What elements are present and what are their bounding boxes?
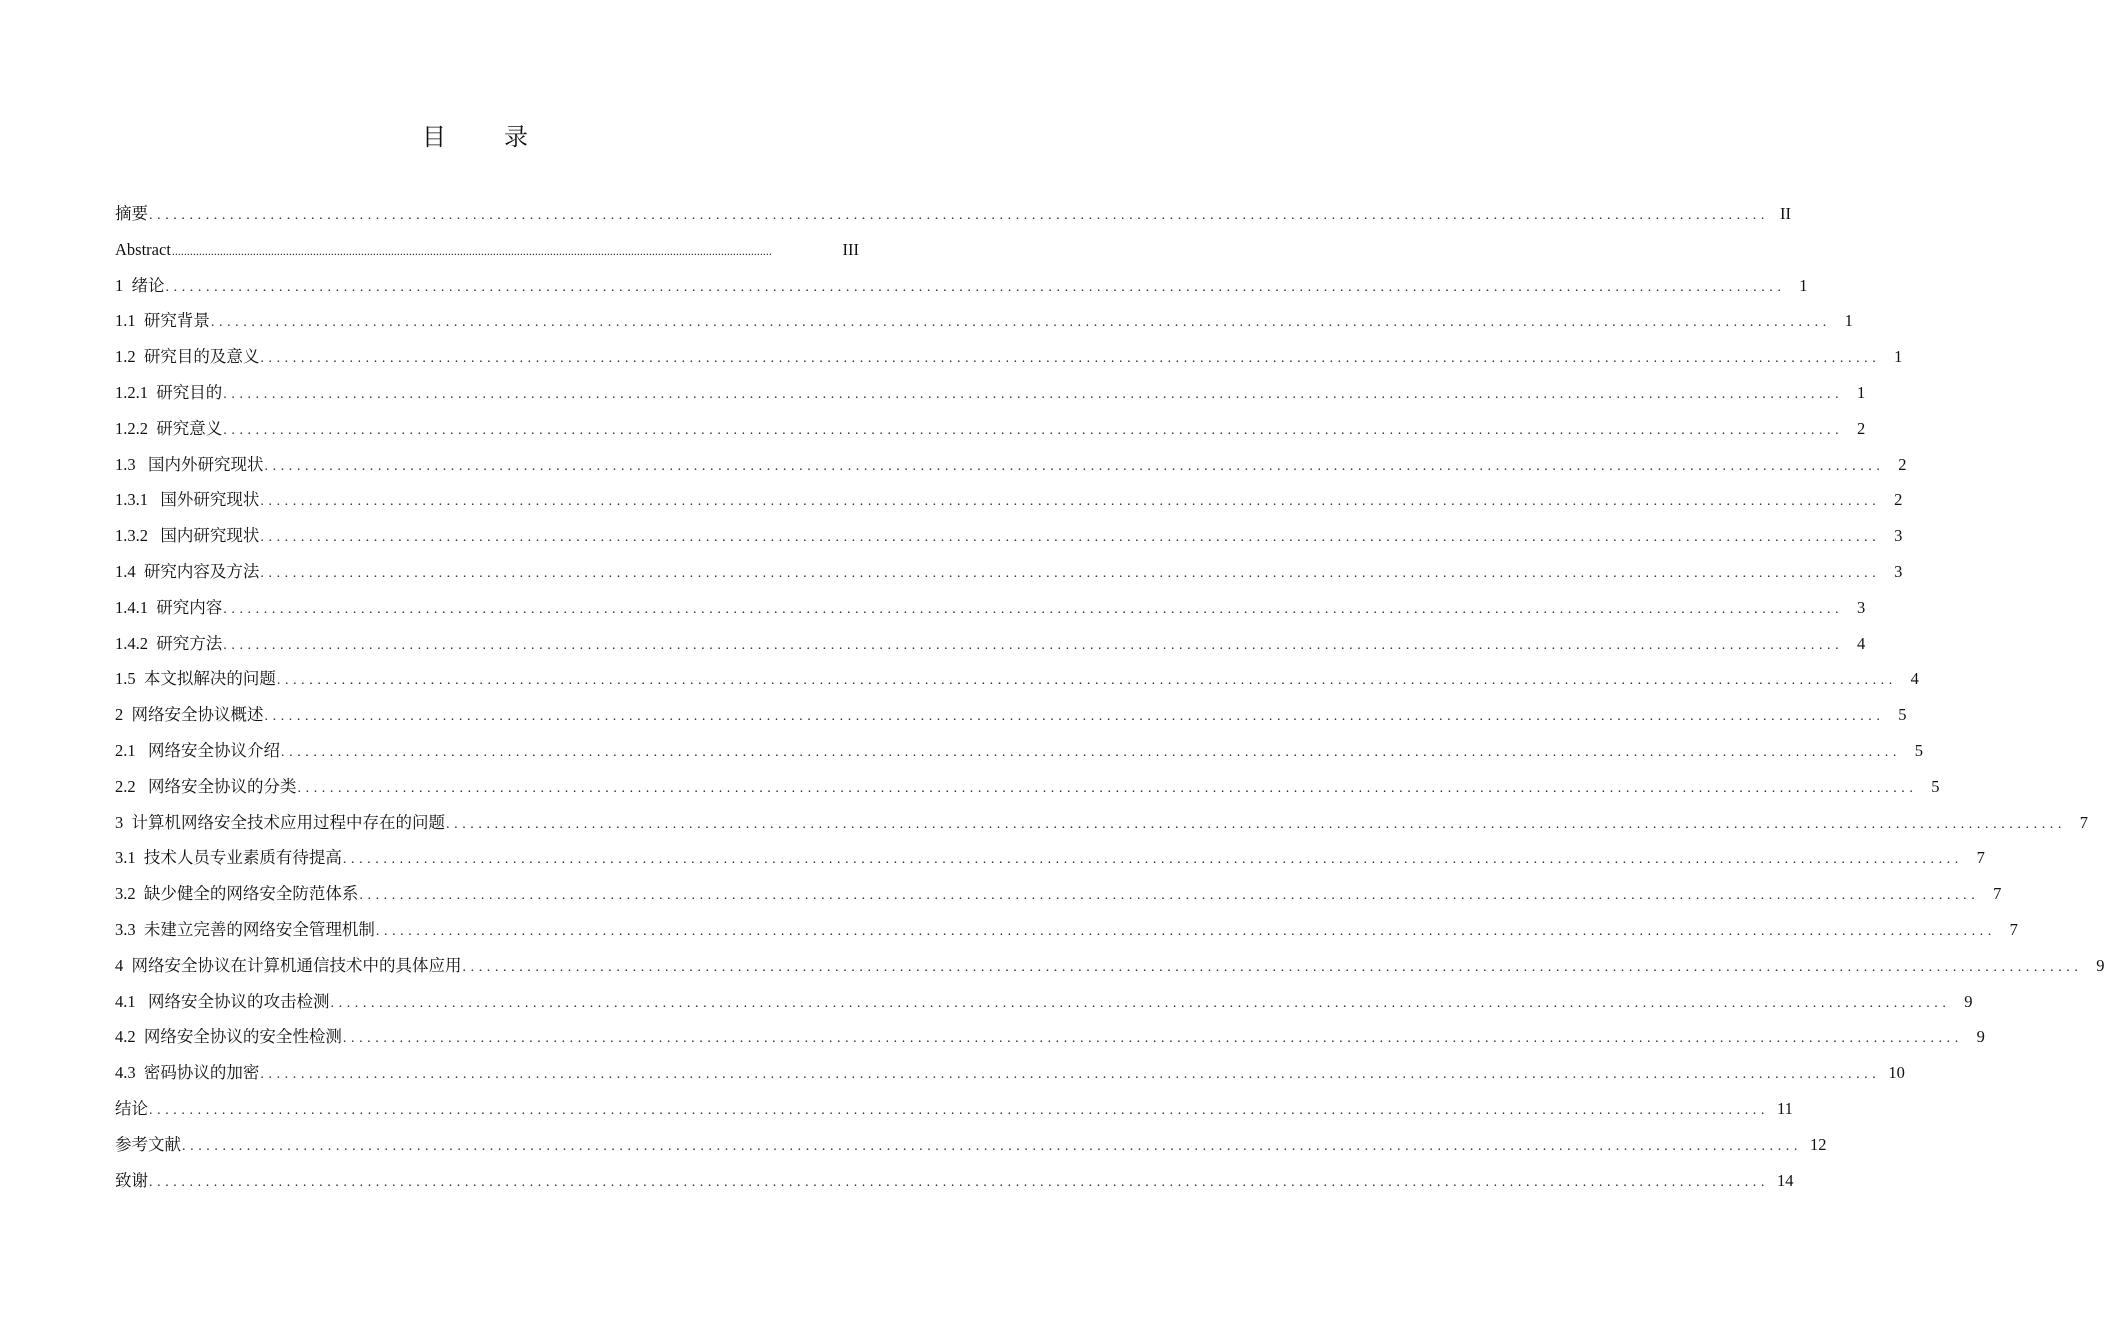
toc-entry-page-number: 4 — [1857, 633, 1866, 653]
toc-entry-page-number: 2 — [1898, 454, 1907, 474]
dot-leader: ........................................................................................................................................................................................................ — [260, 530, 1881, 546]
toc-entry-label: 1.1 研究背景 — [115, 311, 210, 331]
toc-entry[interactable] — [115, 447, 1907, 483]
toc-entry-label: 结论 — [115, 1098, 148, 1118]
toc-entry-page-number: 1 — [1844, 311, 1853, 331]
toc-entry[interactable] — [115, 626, 1866, 662]
toc-entry-label: 参考文献 — [115, 1134, 181, 1154]
toc-entry-label: 4 网络安全协议在计算机通信技术中的具体应用 — [115, 955, 462, 975]
toc-entry-label: 1.4 研究内容及方法 — [115, 561, 260, 581]
toc-entry-page-number: 5 — [1914, 740, 1923, 760]
toc-entry-label: 4.2 网络安全协议的安全性检测 — [115, 1027, 342, 1047]
toc-entry-page-number: 11 — [1777, 1098, 1793, 1118]
toc-entry-label: 3.1 技术人员专业素质有待提高 — [115, 848, 342, 868]
dot-leader: ........................................................................................................................................................................................................ — [260, 1067, 1881, 1083]
toc-entry[interactable] — [115, 912, 2018, 948]
toc-entry-page-number: 9 — [1976, 1027, 1985, 1047]
toc-entry-page-number: 3 — [1894, 561, 1903, 581]
toc-entry-label: 3.2 缺少健全的网络安全防范体系 — [115, 884, 359, 904]
toc-entry-label: 致谢 — [115, 1170, 148, 1190]
toc-entry-label: 4.1 网络安全协议的攻击检测 — [115, 991, 330, 1011]
dot-leader: ........................................................................................................................................................................................................ — [260, 565, 1881, 581]
toc-entry-page-number: 3 — [1894, 526, 1903, 546]
toc-entry-page-number: 7 — [2079, 812, 2088, 832]
toc-entry[interactable] — [115, 590, 1866, 626]
toc-entry-label: 1.4.1 研究内容 — [115, 597, 223, 617]
toc-entry-label: 1.3.1 国外研究现状 — [115, 490, 260, 510]
toc-entry-page-number: 5 — [1931, 776, 1940, 796]
toc-entry-page-number: II — [1780, 204, 1791, 223]
toc-entry[interactable] — [115, 303, 1853, 339]
dot-leader: ........................................................................................................................................................................................................ — [210, 315, 1831, 331]
toc-entry-page-number: 9 — [1964, 991, 1973, 1011]
dot-leader: ........................................................................................................................................................................................................ — [276, 673, 1897, 689]
toc-entry-page-number: 7 — [1976, 848, 1985, 868]
toc-entry-page-number: 7 — [1993, 884, 2002, 904]
toc-entry-label: 2.2 网络安全协议的分类 — [115, 776, 297, 796]
dot-leader: ........................................................................................................................................................................................................ — [182, 1138, 1802, 1154]
toc-entry-label: 3 计算机网络安全技术应用过程中存在的问题 — [115, 812, 445, 832]
toc-entry[interactable] — [115, 339, 1903, 375]
toc-entry-page-number: III — [842, 239, 859, 259]
toc-entry[interactable] — [115, 1127, 1827, 1163]
toc-entry-page-number: 5 — [1898, 705, 1907, 725]
toc-entry-page-number: 3 — [1857, 597, 1866, 617]
dot-leader: ........................................................................................................................................................................................................ — [330, 995, 1951, 1011]
toc-entry-page-number: 1 — [1894, 347, 1903, 367]
toc-entry-label: Abstract — [115, 239, 171, 259]
toc-entry[interactable] — [115, 1019, 1985, 1055]
dot-leader: ........................................................................................................................................................................................................ — [281, 744, 1901, 760]
toc-entry-label: 1.3 国内外研究现状 — [115, 454, 264, 474]
dot-leader: ........................................................................................................................................................................................................ — [149, 1174, 1769, 1190]
toc-entry[interactable] — [115, 1055, 1905, 1091]
toc-entry-label: 1.2 研究目的及意义 — [115, 347, 260, 367]
toc-entry[interactable] — [115, 1163, 1794, 1199]
toc-entry[interactable] — [115, 411, 1866, 447]
toc-entry-page-number: 2 — [1857, 418, 1866, 438]
toc-entry-label: 1.2.2 研究意义 — [115, 418, 223, 438]
toc-entry-label: 1.4.2 研究方法 — [115, 633, 223, 653]
toc-entry-label: 2 网络安全协议概述 — [115, 705, 264, 725]
toc-entry-page-number: 12 — [1810, 1134, 1827, 1154]
dot-leader: ........................................................................................................................................................................................................ — [223, 422, 1844, 438]
page-title: 目 录 — [422, 125, 554, 151]
toc-entry[interactable] — [115, 769, 1940, 805]
toc-entry-page-number: 9 — [2096, 955, 2105, 975]
toc-entry[interactable] — [115, 482, 1903, 518]
toc-entry-label: 1 绪论 — [115, 275, 165, 295]
toc-entry[interactable] — [115, 661, 1919, 697]
dot-leader: ........................................................................................................................................................................................................ — [223, 637, 1844, 653]
toc-entry[interactable] — [115, 697, 1907, 733]
toc-entry[interactable] — [115, 196, 1791, 232]
dot-leader: ........................................................................................................................................................................................................ — [223, 386, 1844, 402]
dot-leader: ........................................................................................................................................................................................................ — [260, 494, 1881, 510]
dot-leader: ........................................................................................................................................................................................................ — [446, 816, 2066, 832]
toc-entry-label: 1.2.1 研究目的 — [115, 382, 223, 402]
toc-entry-label: 2.1 网络安全协议介绍 — [115, 740, 280, 760]
dot-leader: ........................................................................................................................................................................................................ — [359, 888, 1980, 904]
toc-entry-label: 3.3 未建立完善的网络安全管理机制 — [115, 919, 375, 939]
dot-leader: ........................................................................................................................................................................................................ — [264, 458, 1885, 474]
toc-entry[interactable] — [115, 268, 1808, 304]
toc-entry-label: 1.5 本文拟解决的问题 — [115, 669, 276, 689]
dot-leader: ........................................................................................................................................................................................................ — [264, 709, 1885, 725]
toc-entry[interactable] — [115, 554, 1903, 590]
toc-entry-page-number: 1 — [1857, 382, 1866, 402]
toc-entry-page-number: 4 — [1910, 669, 1919, 689]
dot-leader: ........................................................................................................................................................................................................ — [342, 1031, 1963, 1047]
dot-leader: ........................................................................................................................................................................................................ — [223, 601, 1844, 617]
toc-entry-page-number: 1 — [1799, 275, 1808, 295]
dot-leader: ........................................................................................................................................................................................................ — [260, 351, 1881, 367]
toc-entry[interactable] — [115, 232, 859, 268]
dot-leader: ........................................................................................................................................................................................................ — [171, 243, 772, 258]
toc-entry-page-number: 2 — [1894, 490, 1903, 510]
table-of-contents — [115, 196, 2105, 1198]
dot-leader: ........................................................................................................................................................................................................ — [297, 780, 1918, 796]
toc-entry-label: 摘要 — [115, 204, 148, 223]
toc-entry[interactable] — [115, 876, 2002, 912]
toc-entry[interactable] — [115, 1091, 1793, 1127]
toc-entry[interactable] — [115, 984, 1973, 1020]
toc-entry[interactable] — [115, 375, 1866, 411]
dot-leader: ........................................................................................................................................................................................................ — [375, 923, 1996, 939]
dot-leader: ........................................................................................................................................................................................................ — [165, 279, 1786, 295]
dot-leader: ........................................................................................................................................................................................................ — [462, 959, 2083, 975]
toc-entry-page-number: 10 — [1888, 1063, 1905, 1083]
toc-entry[interactable] — [115, 805, 2088, 841]
dot-leader: ........................................................................................................................................................................................................ — [342, 852, 1963, 868]
toc-entry[interactable] — [115, 840, 1985, 876]
toc-entry[interactable] — [115, 518, 1903, 554]
dot-leader: ........................................................................................................................................................................................................ — [149, 1102, 1769, 1118]
toc-entry-page-number: 14 — [1777, 1170, 1794, 1190]
toc-entry[interactable] — [115, 948, 2105, 984]
toc-entry-page-number: 7 — [2009, 919, 2018, 939]
toc-entry[interactable] — [115, 733, 1923, 769]
dot-leader: ........................................................................................................................................................................................................ — [149, 208, 1769, 223]
toc-entry-label: 1.3.2 国内研究现状 — [115, 526, 260, 546]
toc-entry-label: 4.3 密码协议的加密 — [115, 1063, 260, 1083]
